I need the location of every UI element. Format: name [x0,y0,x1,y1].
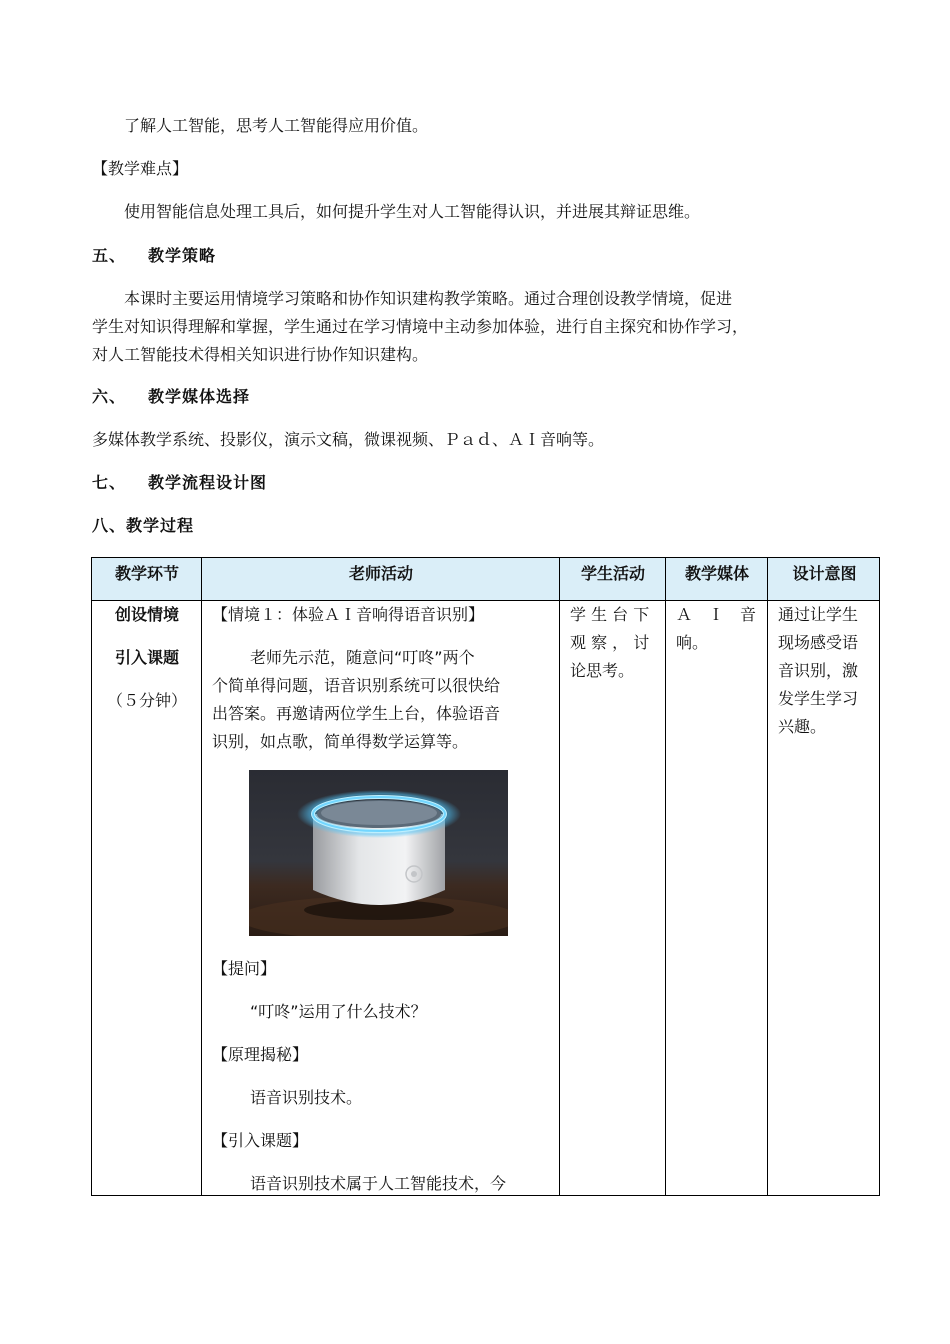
text-line: 本课时主要运用情境学习策略和协作知识建构教学策略。通过合理创设教学情境，促进 [124,289,733,308]
text-line: 现场感受语 [778,633,859,652]
speaker-illustration [249,770,508,936]
section-heading: 八、教学过程 [92,516,195,535]
text-line: 【提问】 [212,959,277,978]
section-heading [92,469,267,497]
stage-line: 引入课题 [114,648,179,667]
lesson-table [91,557,880,1196]
text-line: 了解人工智能，思考人工智能得应用价值。 [124,116,429,135]
text-line: 发学生学习 [778,689,859,708]
text-line: 个简单得问题，语音识别系统可以很快给 [212,676,501,695]
text-line: 响。 [676,633,709,652]
text-line: 论思考。 [570,661,635,680]
text-line: 识别，如点歌，简单得数学运算等。 [212,732,469,751]
paragraph [92,285,862,369]
text-line: 音识别，激 [778,661,859,680]
text-line: 多媒体教学系统、投影仪，演示文稿，微课视频、Ｐａｄ、ＡＩ音响等。 [92,430,605,449]
text-line: 【原理揭秘】 [212,1045,309,1064]
stage-line: 创设情境 [114,605,179,624]
teacher-cell [202,601,560,1193]
student-cell [560,601,656,685]
text-line: Ａ Ｉ 音 [676,605,757,624]
intent-cell [768,601,871,741]
header-cell: 设计意图 [792,564,857,583]
section-number: 六、 [92,387,127,406]
text-line: 【情境１：体验ＡＩ音响得语音识别】 [212,605,485,624]
header-cell: 老师活动 [348,564,413,583]
text-line: 语音识别技术。 [250,1088,363,1107]
section-heading [92,383,250,411]
text-line: 通过让学生 [778,605,859,624]
text-line: 观 察 ， 讨 [570,633,650,652]
stage-line: （５分钟） [106,691,187,710]
text-line: 学 生 台 下 [570,605,650,624]
text-line: 出答案。再邀请两位学生上台，体验语音 [212,704,501,723]
text-line: 使用智能信息处理工具后，如何提升学生对人工智能得认识，并进展其辩证思维。 [124,202,701,221]
text-line: 老师先示范，随意问“叮咚”两个 [250,648,475,667]
ai-speaker-photo [249,770,508,936]
section-title: 教学媒体选择 [148,387,251,406]
text-line: “叮咚”运用了什么技术？ [250,1002,427,1021]
section-title: 教学流程设计图 [148,473,268,492]
header-cell: 学生活动 [580,564,645,583]
header-cell: 教学媒体 [684,564,749,583]
text-line: 学生对知识得理解和掌握，学生通过在学习情境中主动参加体验，进行自主探究和协作学习， [92,317,749,336]
section-label: 【教学难点】 [92,159,189,178]
header-cell: 教学环节 [114,564,179,583]
section-number: 七、 [92,473,127,492]
text-line: 语音识别技术属于人工智能技术，今 [250,1174,507,1193]
stage-cell [92,601,202,715]
section-number: 五、 [92,246,127,265]
text-line: 对人工智能技术得相关知识进行协作知识建构。 [92,345,429,364]
text-line: 兴趣。 [778,717,827,736]
media-cell [666,601,758,657]
section-title: 教学策略 [148,246,217,265]
section-heading [92,242,216,270]
text-line: 【引入课题】 [212,1131,309,1150]
